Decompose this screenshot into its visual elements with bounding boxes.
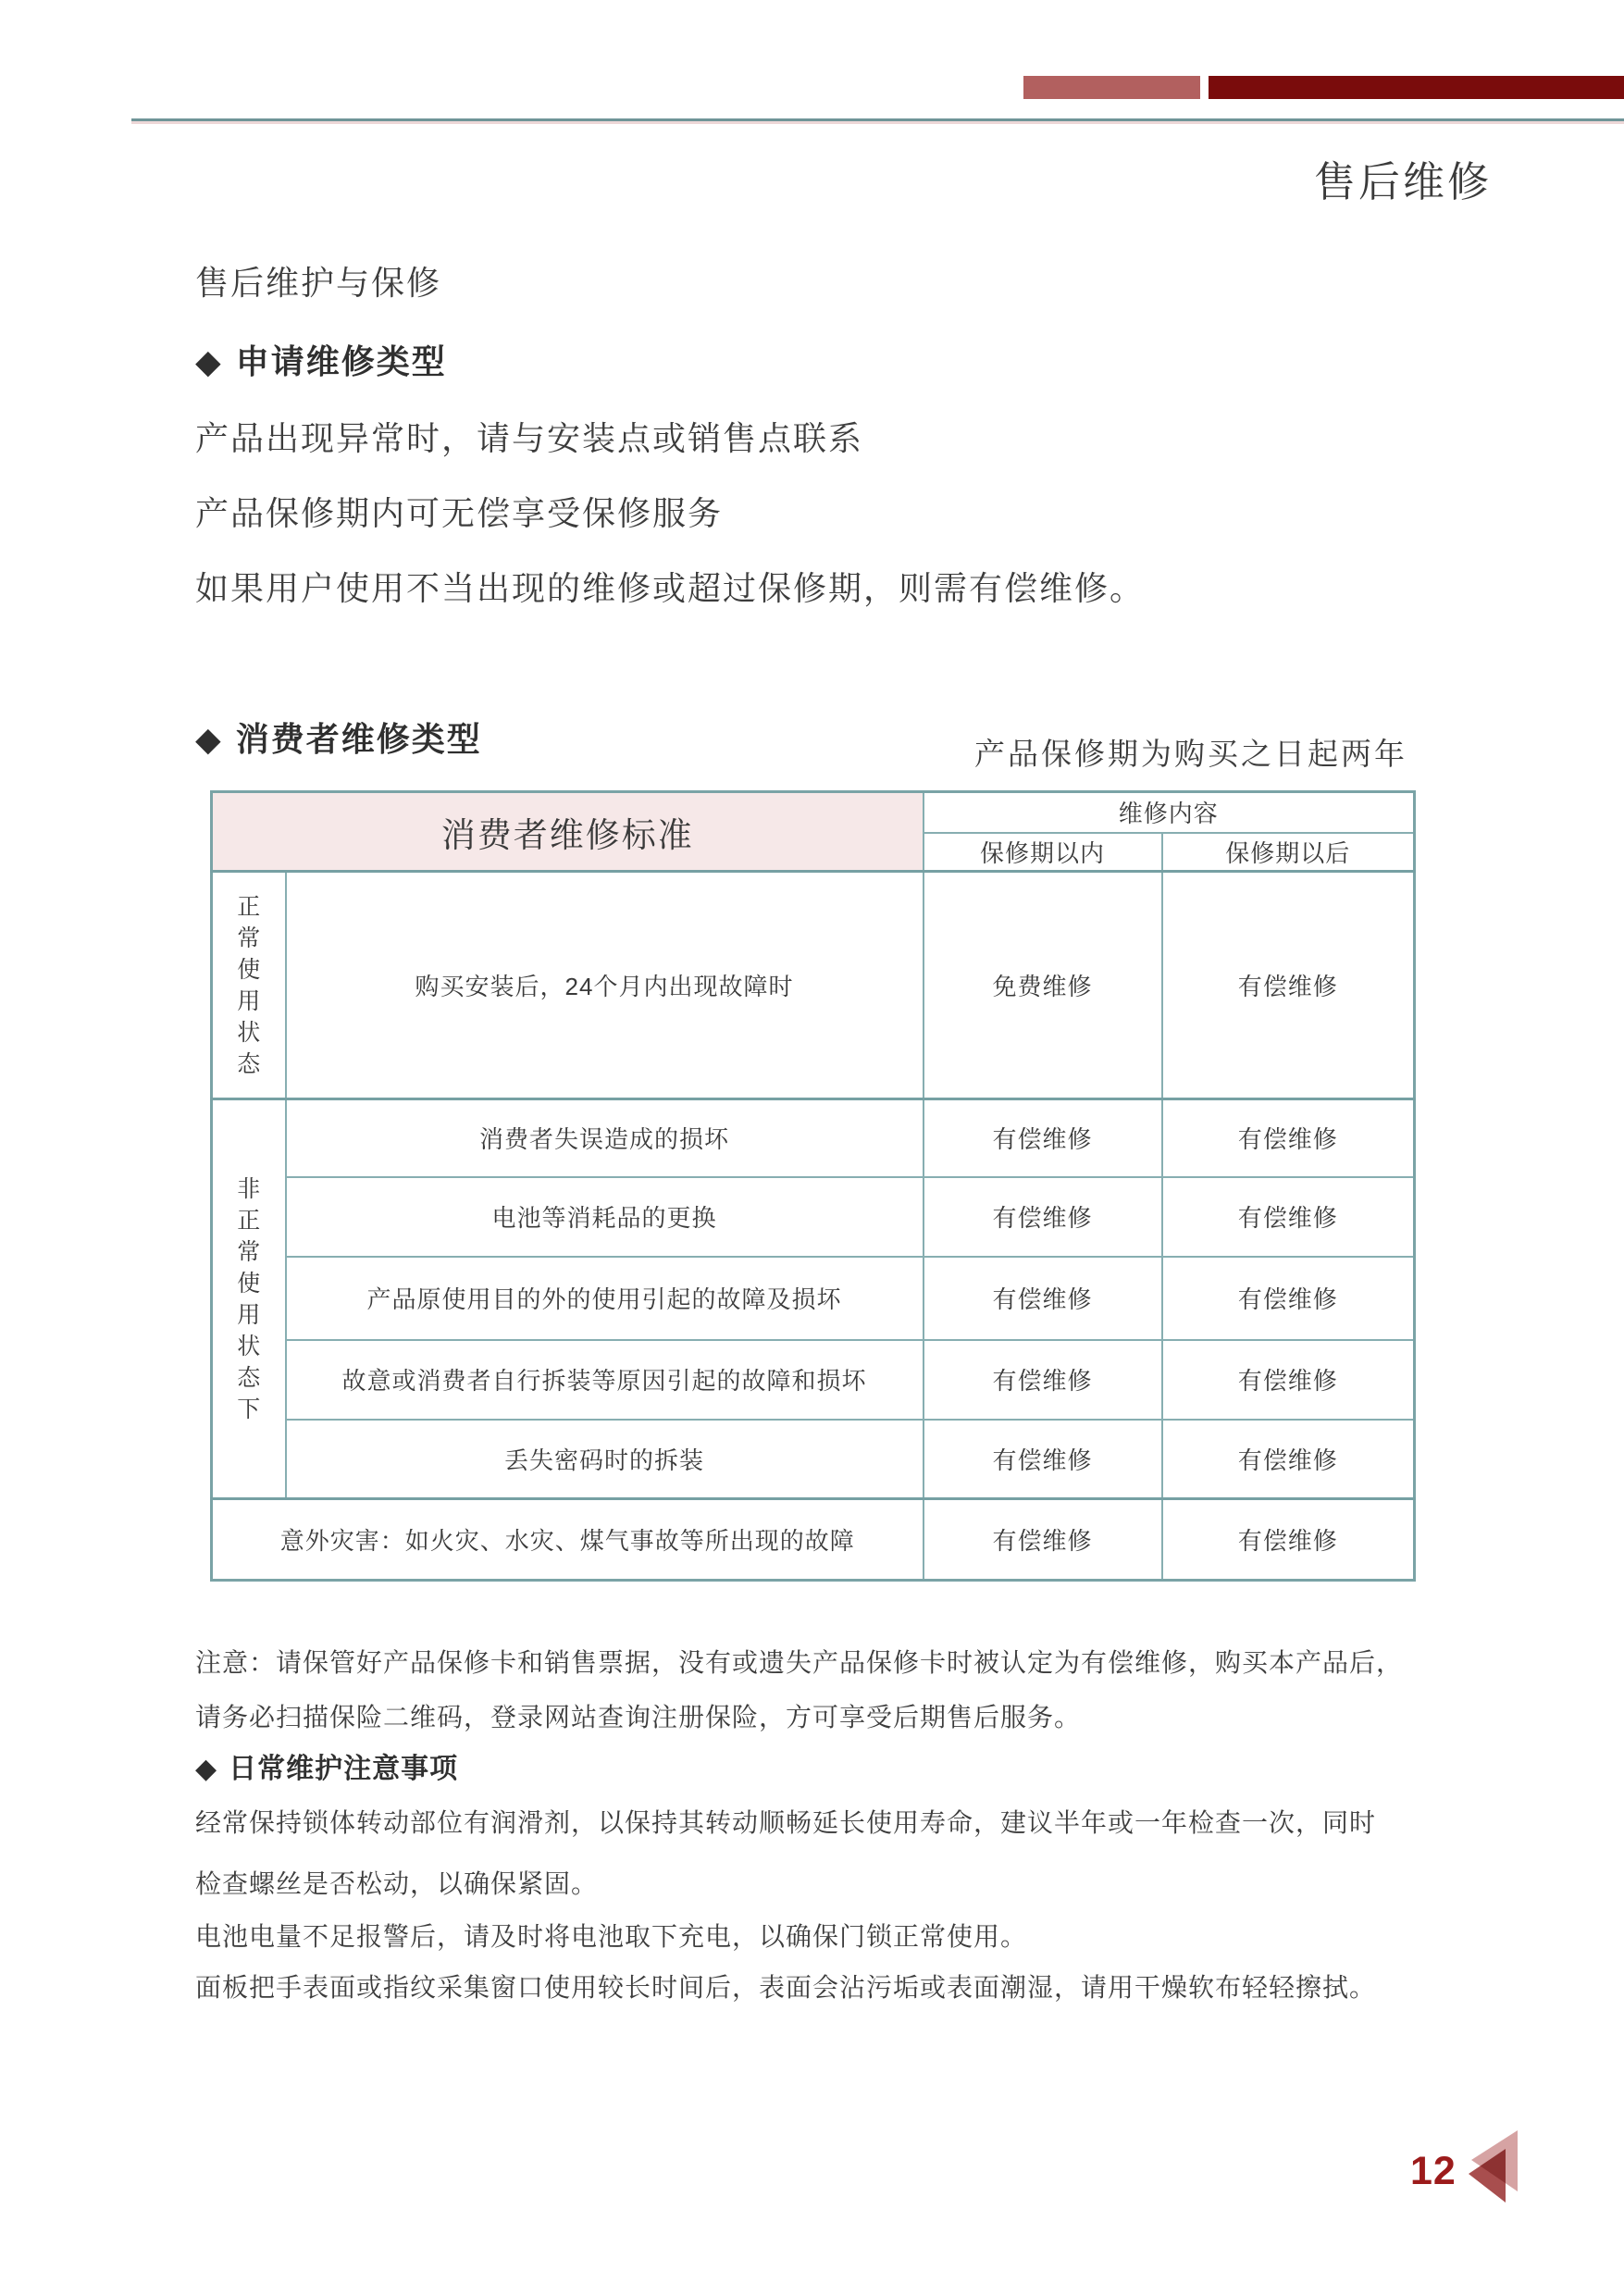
- category-abnormal-use: 非正常使用状态下: [237, 1175, 261, 1422]
- desc-cell: 故意或消费者自行拆装等原因引起的故障和损坏: [286, 1340, 924, 1420]
- intro-lead: 售后维护与保修: [195, 264, 442, 302]
- after-cell: 有偿维修: [1162, 1499, 1415, 1581]
- apply-line-2: 产品保修期内可无偿享受保修服务: [195, 494, 724, 532]
- after-cell: 有偿维修: [1162, 872, 1415, 1099]
- within-cell: 有偿维修: [924, 1099, 1162, 1177]
- table-row: [212, 1420, 1415, 1499]
- after-cell: 有偿维修: [1162, 1420, 1415, 1499]
- header-accent-bar-dark: [1209, 76, 1624, 99]
- category-cell: [212, 1099, 286, 1499]
- desc-cell: 消费者失误造成的损坏: [286, 1099, 924, 1177]
- table-header-content: 维修内容: [924, 792, 1415, 833]
- diamond-icon: ◆: [195, 720, 223, 758]
- table-row: [212, 1099, 1415, 1177]
- table-row: [212, 872, 1415, 1099]
- within-cell: 有偿维修: [924, 1420, 1162, 1499]
- after-cell: 有偿维修: [1162, 1257, 1415, 1340]
- desc-cell: 购买安装后，24个月内出现故障时: [286, 872, 924, 1099]
- table-row: [212, 1257, 1415, 1340]
- daily-line-2: 检查螺丝是否松动，以确保紧固。: [195, 1869, 599, 1898]
- table-header-row-1: [212, 792, 1415, 833]
- table-row: [212, 1177, 1415, 1257]
- daily-line-3: 电池电量不足报警后，请及时将电池取下充电，以确保门锁正常使用。: [195, 1922, 1028, 1951]
- after-cell: 有偿维修: [1162, 1099, 1415, 1177]
- table-header-within: 保修期以内: [924, 833, 1162, 872]
- table-row: [212, 1499, 1415, 1581]
- section-heading-daily-label: 日常维护注意事项: [229, 1754, 459, 1784]
- repair-table: [210, 790, 1416, 1582]
- page-number: 12: [1410, 2149, 1457, 2193]
- after-cell: 有偿维修: [1162, 1340, 1415, 1420]
- apply-line-1: 产品出现异常时，请与安装点或销售点联系: [195, 419, 864, 457]
- within-cell: 免费维修: [924, 872, 1162, 1099]
- section-heading-consumer-label: 消费者维修类型: [235, 720, 482, 758]
- header-accent-bar-light: [1023, 76, 1200, 99]
- apply-line-3: 如果用户使用不当出现的维修或超过保修期，则需有偿维修。: [195, 569, 1146, 607]
- header-rule-line: [131, 118, 1624, 121]
- daily-line-4: 面板把手表面或指纹采集窗口使用较长时间后，表面会沾污垢或表面潮湿，请用干燥软布轻轻擦拭。: [195, 1973, 1377, 2002]
- desc-cell: 丢失密码时的拆装: [286, 1420, 924, 1499]
- note-line-2: 请务必扫描保险二维码，登录网站查询注册保险，方可享受后期售后服务。: [195, 1703, 1082, 1731]
- section-heading-apply-label: 申请维修类型: [235, 342, 447, 380]
- desc-cell: 意外灾害：如火灾、水灾、煤气事故等所出现的故障: [212, 1499, 924, 1581]
- diamond-icon: ◆: [195, 342, 223, 380]
- category-normal-use: 正常使用状态: [237, 893, 261, 1077]
- table-header-standard: 消费者维修标准: [212, 792, 924, 872]
- category-cell: [212, 872, 286, 1099]
- page-title: 售后维修: [1313, 158, 1492, 205]
- desc-cell: 电池等消耗品的更换: [286, 1177, 924, 1257]
- footer-triangle-icon: [1466, 2130, 1519, 2204]
- warranty-period-note: 产品保修期为购买之日起两年: [974, 737, 1407, 771]
- note-line-1: 注意：请保管好产品保修卡和销售票据，没有或遗失产品保修卡时被认定为有偿维修，购买本产品后，: [195, 1648, 1404, 1677]
- desc-cell: 产品原使用目的外的使用引起的故障及损坏: [286, 1257, 924, 1340]
- within-cell: 有偿维修: [924, 1177, 1162, 1257]
- section-heading-daily: [195, 1754, 458, 1786]
- section-heading-apply: [195, 342, 447, 380]
- table-row: [212, 1340, 1415, 1420]
- daily-line-1: 经常保持锁体转动部位有润滑剂，以保持其转动顺畅延长使用寿命，建议半年或一年检查一次，同时: [195, 1808, 1377, 1837]
- table-header-after: 保修期以后: [1162, 833, 1415, 872]
- after-cell: 有偿维修: [1162, 1177, 1415, 1257]
- within-cell: 有偿维修: [924, 1340, 1162, 1420]
- within-cell: 有偿维修: [924, 1257, 1162, 1340]
- diamond-icon: ◆: [195, 1754, 218, 1784]
- within-cell: 有偿维修: [924, 1499, 1162, 1581]
- section-heading-consumer: [195, 720, 482, 758]
